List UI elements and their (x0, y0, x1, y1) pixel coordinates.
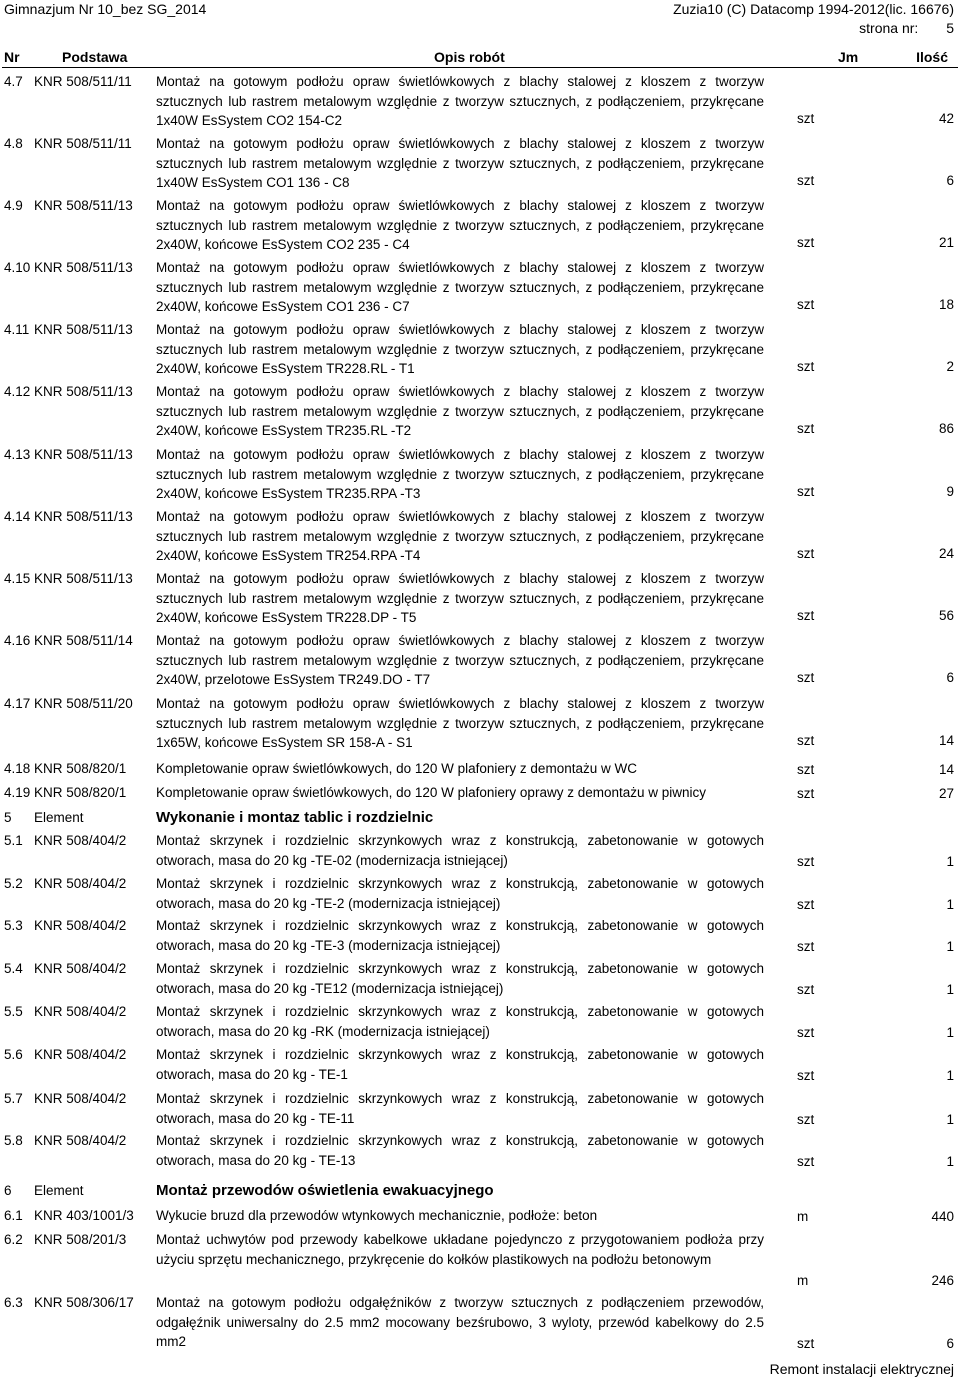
table-row (0, 759, 960, 779)
row-number: 5.4 (4, 961, 23, 976)
col-jm: Jm (838, 49, 859, 65)
row-quantity: 1 (946, 1024, 954, 1040)
row-description: Montaż skrzynek i rozdzielnic skrzynkowych wraz z konstrukcją, zabetonowanie w gotowych otworach, masa do 20 kg -TE-2 (modernizacja istniejącej) (156, 876, 764, 911)
row-basis: KNR 508/404/2 (34, 918, 127, 933)
row-description: Montaż na gotowym podłożu opraw świetlówkowych z blachy stalowej z kloszem z tworzyw sztucznych lub rastrem metalowym względnie z tworzyw sztucznych, z podłączeniem, przykręcane 2x40W, końcowe EsSystem CO2 235 - C4 (156, 198, 764, 252)
row-quantity: 42 (938, 110, 954, 126)
table-row (0, 569, 960, 625)
row-basis: KNR 403/1001/3 (34, 1208, 134, 1223)
row-unit: szt (797, 938, 815, 954)
row-quantity: 18 (938, 296, 954, 312)
col-nr: Nr (4, 49, 20, 65)
row-description: Wykucie bruzd dla przewodów wtynkowych mechanicznie, podłoże: beton (156, 1208, 598, 1223)
row-unit: szt (797, 853, 815, 869)
row-basis: KNR 508/511/14 (34, 633, 133, 648)
table-row (0, 320, 960, 376)
table-row (0, 1002, 960, 1042)
row-unit: m (797, 1208, 809, 1224)
row-number: 5.1 (4, 833, 23, 848)
header-divider (2, 67, 958, 68)
row-unit: szt (797, 358, 815, 374)
row-quantity: 14 (938, 732, 954, 748)
row-description: Montaż na gotowym podłożu opraw świetlówkowych z blachy stalowej z kloszem z tworzyw sztucznych lub rastrem metalowym względnie z tworzyw sztucznych, z podłączeniem, przykręcane 2x40W, przelotowe EsSystem TR249.DO - T7 (156, 633, 764, 687)
row-description: Montaż skrzynek i rozdzielnic skrzynkowych wraz z konstrukcją, zabetonowanie w gotowych otworach, masa do 20 kg - TE-1 (156, 1047, 764, 1082)
row-quantity: 6 (946, 1335, 954, 1351)
table-row (0, 783, 960, 803)
row-number: 6.2 (4, 1232, 23, 1247)
row-basis: KNR 508/404/2 (34, 961, 127, 976)
row-unit: szt (797, 761, 815, 777)
row-basis: KNR 508/404/2 (34, 1133, 127, 1148)
row-description: Montaż skrzynek i rozdzielnic skrzynkowych wraz z konstrukcją, zabetonowanie w gotowych otworach, masa do 20 kg -TE-02 (modernizacja istniejącej) (156, 833, 764, 868)
row-description: Montaż na gotowym podłożu opraw świetlówkowych z blachy stalowej z kloszem z tworzyw sztucznych lub rastrem metalowym względnie z tworzyw sztucznych, z podłączeniem, przykręcane 2x40W, końcowe EsSystem TR254.RPA -T4 (156, 509, 764, 563)
table-row (0, 1230, 960, 1290)
row-basis: KNR 508/201/3 (34, 1232, 127, 1247)
table-row (0, 916, 960, 956)
row-number: 4.8 (4, 136, 23, 151)
row-quantity: 1 (946, 1153, 954, 1169)
row-basis: KNR 508/404/2 (34, 833, 127, 848)
table-row (0, 134, 960, 190)
table-row (0, 1089, 960, 1129)
row-unit: szt (797, 785, 815, 801)
row-quantity: 1 (946, 938, 954, 954)
row-basis: Element (34, 810, 84, 825)
row-basis: KNR 508/306/17 (34, 1295, 134, 1310)
row-description: Montaż na gotowym podłożu opraw świetlówkowych z blachy stalowej z kloszem z tworzyw sztucznych lub rastrem metalowym względnie z tworzyw sztucznych, z podłączeniem, przykręcane 1x40W EsSystem CO1 136 - C8 (156, 136, 764, 190)
row-description: Montaż na gotowym podłożu opraw świetlówkowych z blachy stalowej z kloszem z tworzyw sztucznych lub rastrem metalowym względnie z tworzyw sztucznych, z podłączeniem, przykręcane 2x40W, końcowe EsSystem TR228.RL - T1 (156, 322, 764, 376)
row-basis: KNR 508/820/1 (34, 785, 127, 800)
row-quantity: 24 (938, 545, 954, 561)
row-description: Montaż skrzynek i rozdzielnic skrzynkowych wraz z konstrukcją, zabetonowanie w gotowych otworach, masa do 20 kg - TE-13 (156, 1133, 764, 1168)
row-quantity: 56 (938, 607, 954, 623)
row-unit: szt (797, 1335, 815, 1351)
row-description: Montaż skrzynek i rozdzielnic skrzynkowych wraz z konstrukcją, zabetonowanie w gotowych otworach, masa do 20 kg - TE-11 (156, 1091, 764, 1126)
row-quantity: 21 (938, 234, 954, 250)
table-row (0, 1293, 960, 1353)
row-number: 4.16 (4, 633, 31, 648)
row-unit: szt (797, 296, 815, 312)
row-description: Kompletowanie opraw świetlówkowych, do 120 W plafoniery z demontażu w WC (156, 761, 637, 776)
row-basis: KNR 508/820/1 (34, 761, 127, 776)
row-basis: KNR 508/511/13 (34, 384, 133, 399)
row-unit: szt (797, 607, 815, 623)
row-unit: szt (797, 545, 815, 561)
section-header-row (0, 808, 960, 830)
row-description: Montaż na gotowym podłożu opraw świetlówkowych z blachy stalowej z kloszem z tworzyw sztucznych lub rastrem metalowym względnie z tworzyw sztucznych, z podłączeniem, przykręcane 1x65W, końcowe EsSystem SR 158-A - S1 (156, 696, 764, 750)
row-description: Montaż na gotowym podłożu opraw świetlówkowych z blachy stalowej z kloszem z tworzyw sztucznych lub rastrem metalowym względnie z tworzyw sztucznych, z podłączeniem, przykręcane 2x40W, końcowe EsSystem TR235.RPA -T3 (156, 447, 764, 501)
col-podstawa: Podstawa (62, 49, 128, 65)
row-number: 5 (4, 810, 12, 825)
table-row (0, 1131, 960, 1171)
row-description: Montaż na gotowym podłożu opraw świetlówkowych z blachy stalowej z kloszem z tworzyw sztucznych lub rastrem metalowym względnie z tworzyw sztucznych, z podłączeniem, przykręcane 2x40W, końcowe EsSystem TR235.RL -T2 (156, 384, 764, 438)
row-basis: KNR 508/404/2 (34, 1091, 127, 1106)
page-number-line (859, 19, 954, 37)
row-description: Montaż skrzynek i rozdzielnic skrzynkowych wraz z konstrukcją, zabetonowanie w gotowych otworach, masa do 20 kg -TE-3 (modernizacja istniejącej) (156, 918, 764, 953)
row-description: Wykonanie i montaz tablic i rozdzielnic (156, 809, 434, 826)
row-basis: KNR 508/511/20 (34, 696, 133, 711)
row-quantity: 1 (946, 853, 954, 869)
row-quantity: 440 (931, 1208, 954, 1224)
footer-title: Remont instalacji elektrycznej (769, 1361, 954, 1377)
row-number: 4.15 (4, 571, 31, 586)
row-unit: szt (797, 732, 815, 748)
row-quantity: 2 (946, 358, 954, 374)
row-description: Montaż skrzynek i rozdzielnic skrzynkowych wraz z konstrukcją, zabetonowanie w gotowych otworach, masa do 20 kg -TE12 (modernizacja istniejącej) (156, 961, 764, 996)
project-name: Gimnazjum Nr 10_bez SG_2014 (4, 1, 207, 17)
row-quantity: 6 (946, 669, 954, 685)
row-number: 5.8 (4, 1133, 23, 1148)
table-row (0, 196, 960, 252)
row-unit: szt (797, 172, 815, 188)
row-number: 4.14 (4, 509, 31, 524)
column-headers (0, 47, 960, 69)
row-basis: KNR 508/511/13 (34, 198, 133, 213)
table-row (0, 874, 960, 914)
col-opis: Opis robót (434, 49, 505, 65)
document-header (0, 0, 960, 18)
table-row (0, 258, 960, 314)
row-number: 5.7 (4, 1091, 23, 1106)
row-number: 5.5 (4, 1004, 23, 1019)
row-unit: szt (797, 234, 815, 250)
row-quantity: 1 (946, 981, 954, 997)
row-number: 4.10 (4, 260, 31, 275)
row-quantity: 1 (946, 896, 954, 912)
row-number: 4.11 (4, 322, 30, 337)
table-row (0, 631, 960, 687)
row-unit: szt (797, 1024, 815, 1040)
col-ilosc: Ilość (916, 49, 948, 65)
row-number: 6.1 (4, 1208, 23, 1223)
row-number: 6 (4, 1183, 12, 1198)
row-description: Montaż na gotowym podłożu odgałęźników z tworzyw sztucznych z podłączeniem przewodów, odgałęźnik uniwersalny do 2.5 mm2 mocowany bezśrubowo, 3 wyloty, przewód kabelkowy do 2.5 mm2 (156, 1295, 764, 1349)
row-description: Montaż na gotowym podłożu opraw świetlówkowych z blachy stalowej z kloszem z tworzyw sztucznych lub rastrem metalowym względnie z tworzyw sztucznych, z podłączeniem, przykręcane 2x40W, końcowe EsSystem TR228.DP - T5 (156, 571, 764, 625)
row-number: 4.13 (4, 447, 31, 462)
row-basis: KNR 508/511/11 (34, 74, 132, 89)
row-unit: szt (797, 420, 815, 436)
table-row (0, 507, 960, 563)
table-row (0, 1206, 960, 1226)
row-number: 4.9 (4, 198, 23, 213)
table-row (0, 831, 960, 871)
row-basis: KNR 508/511/13 (34, 260, 133, 275)
row-quantity: 6 (946, 172, 954, 188)
row-quantity: 1 (946, 1111, 954, 1127)
row-basis: KNR 508/511/13 (34, 447, 133, 462)
table-row (0, 382, 960, 438)
table-row (0, 445, 960, 501)
row-unit: szt (797, 110, 815, 126)
row-number: 4.18 (4, 761, 31, 776)
row-unit: szt (797, 1111, 815, 1127)
row-number: 4.12 (4, 384, 31, 399)
row-quantity: 9 (946, 483, 954, 499)
row-basis: Element (34, 1183, 84, 1198)
row-unit: szt (797, 669, 815, 685)
table-row (0, 72, 960, 128)
row-basis: KNR 508/404/2 (34, 876, 127, 891)
page-label: strona nr: (859, 20, 919, 36)
row-number: 4.17 (4, 696, 31, 711)
section-header-row (0, 1181, 960, 1203)
row-basis: KNR 508/511/11 (34, 136, 132, 151)
row-quantity: 86 (938, 420, 954, 436)
row-number: 5.6 (4, 1047, 23, 1062)
row-number: 5.2 (4, 876, 23, 891)
row-unit: m (797, 1272, 809, 1288)
row-number: 4.19 (4, 785, 31, 800)
table-row (0, 1045, 960, 1085)
row-quantity: 246 (931, 1272, 954, 1288)
row-description: Montaż na gotowym podłożu opraw świetlówkowych z blachy stalowej z kloszem z tworzyw sztucznych lub rastrem metalowym względnie z tworzyw sztucznych, z podłączeniem, przykręcane 2x40W, końcowe EsSystem CO1 236 - C7 (156, 260, 764, 314)
row-unit: szt (797, 981, 815, 997)
table-row (0, 959, 960, 999)
row-description: Montaż skrzynek i rozdzielnic skrzynkowych wraz z konstrukcją, zabetonowanie w gotowych otworach, masa do 20 kg -RK (modernizacja istniejącej) (156, 1004, 764, 1039)
row-unit: szt (797, 483, 815, 499)
row-description: Montaż na gotowym podłożu opraw świetlówkowych z blachy stalowej z kloszem z tworzyw sztucznych lub rastrem metalowym względnie z tworzyw sztucznych, z podłączeniem, przykręcane 1x40W EsSystem CO2 154-C2 (156, 74, 764, 128)
row-quantity: 27 (938, 785, 954, 801)
row-basis: KNR 508/404/2 (34, 1047, 127, 1062)
table-row (0, 694, 960, 750)
row-unit: szt (797, 896, 815, 912)
row-number: 5.3 (4, 918, 23, 933)
software-credit: Zuzia10 (C) Datacomp 1994-2012(lic. 16676) (673, 1, 954, 17)
row-quantity: 1 (946, 1067, 954, 1083)
row-basis: KNR 508/404/2 (34, 1004, 127, 1019)
row-number: 4.7 (4, 74, 23, 89)
row-basis: KNR 508/511/13 (34, 322, 133, 337)
row-number: 6.3 (4, 1295, 23, 1310)
page-number: 5 (946, 20, 954, 36)
row-description: Kompletowanie opraw świetlówkowych, do 120 W plafoniery oprawy z demontażu w piwnicy (156, 785, 707, 800)
row-unit: szt (797, 1153, 815, 1169)
row-unit: szt (797, 1067, 815, 1083)
row-description: Montaż uchwytów pod przewody kabelkowe układane pojedynczo z przygotowaniem podłoża przy użyciu sprzętu mechanicznego, przykręcenie do kołków plastikowych na podłożu betonowym (156, 1232, 764, 1267)
row-quantity: 14 (938, 761, 954, 777)
row-description: Montaż przewodów oświetlenia ewakuacyjnego (156, 1182, 494, 1199)
row-basis: KNR 508/511/13 (34, 571, 133, 586)
row-basis: KNR 508/511/13 (34, 509, 133, 524)
